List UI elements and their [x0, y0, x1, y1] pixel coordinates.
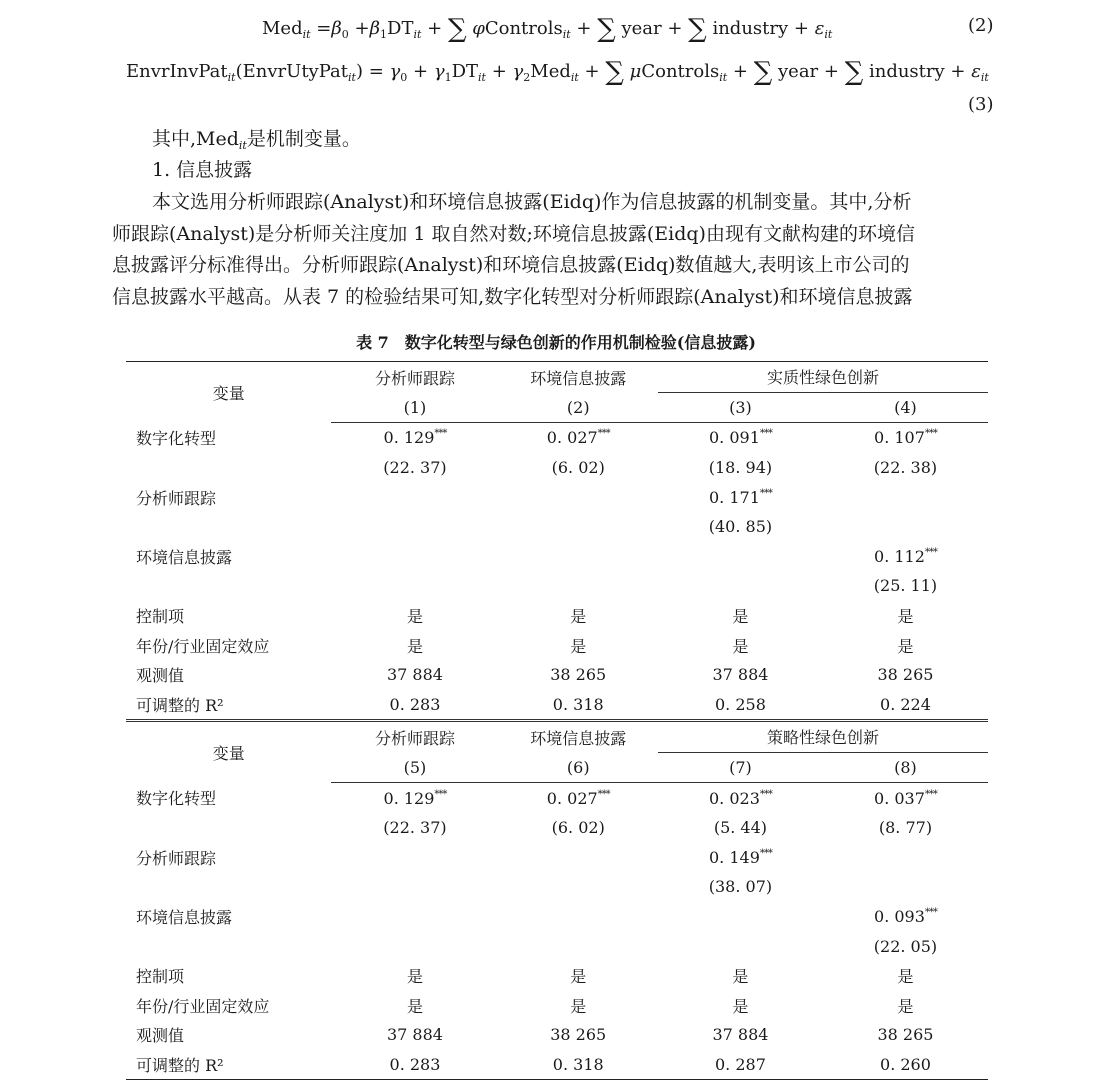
row-label [126, 453, 331, 483]
column-number: (8) [823, 752, 988, 783]
table-cell [823, 902, 988, 932]
table-cell [823, 482, 988, 512]
row-label [126, 872, 331, 902]
results-table [126, 361, 988, 1080]
table-header-row [126, 362, 988, 393]
cell-value: 38 265 [550, 665, 607, 685]
table-cell [499, 931, 658, 961]
cell-value: 38 265 [877, 1025, 934, 1045]
significance-stars: *** [759, 487, 772, 499]
table-cell [658, 902, 823, 932]
cell-value: 是 [732, 996, 749, 1016]
cell-value: 0. 112 [874, 546, 925, 566]
cell-value: 是 [406, 996, 423, 1016]
section-heading: 1. 信息披露 [152, 159, 253, 181]
table-cell [823, 601, 988, 631]
table-cell [499, 783, 658, 813]
table-cell [658, 571, 823, 601]
table-cell [331, 630, 498, 660]
cell-value: 0. 027 [546, 428, 598, 448]
equation-3: EnvrInvPat$_{it}$(EnvrUtyPat$_{it}$) = $\gamma_0 + \gamma_1DT_{it} + \gamma_2Med_{it}$ + ∑ μControls$_{it}$ + ∑ year + ∑ industry + $\varepsilon_{it}$ [126, 57, 989, 87]
table-row [126, 843, 988, 873]
table-cell [823, 1050, 988, 1080]
table-cell [499, 961, 658, 991]
table-cell [658, 931, 823, 961]
cell-value: (22. 38) [873, 458, 938, 478]
table-cell [823, 453, 988, 483]
table-cell [823, 783, 988, 813]
cell-value: 37 884 [712, 1025, 769, 1045]
cell-value: (38. 07) [708, 877, 773, 897]
row-label: 可调整的 R² [126, 690, 331, 721]
table-row [126, 961, 988, 991]
table-cell [499, 902, 658, 932]
cell-value: 0. 027 [546, 788, 598, 808]
table-cell [823, 931, 988, 961]
table-row [126, 482, 988, 512]
significance-stars: *** [924, 428, 937, 440]
table-cell [331, 902, 498, 932]
table-cell [823, 512, 988, 542]
column-number: (6) [499, 752, 658, 783]
cell-value: 37 884 [386, 665, 443, 685]
column-header: 分析师跟踪 [374, 728, 455, 748]
table-cell [658, 783, 823, 813]
column-number: (4) [823, 392, 988, 423]
column-number: (5) [331, 752, 498, 783]
table-cell [331, 512, 498, 542]
table-cell [823, 423, 988, 453]
row-label: 数字化转型 [136, 429, 217, 449]
table-cell [499, 990, 658, 1020]
table-cell [823, 872, 988, 902]
table-cell [658, 423, 823, 453]
cell-value: (22. 37) [383, 818, 447, 838]
row-label: 可调整的 R² [126, 1050, 331, 1080]
cell-value: 38 265 [550, 1025, 607, 1045]
table-row [126, 423, 988, 453]
significance-stars: *** [597, 788, 610, 800]
table-cell [823, 843, 988, 873]
column-number: (3) [658, 392, 823, 423]
table-cell [499, 813, 658, 843]
cell-value: 0. 091 [708, 428, 760, 448]
cell-value: 0. 318 [552, 1054, 604, 1074]
table-cell [658, 990, 823, 1020]
table-row [126, 1020, 988, 1050]
variable-header: 变量 [126, 362, 331, 423]
significance-stars: *** [597, 428, 610, 440]
row-label: 观测值 [136, 1026, 185, 1046]
table-cell [499, 1020, 658, 1050]
table-cell [331, 843, 498, 873]
table-row [126, 453, 988, 483]
cell-value: 是 [570, 967, 587, 987]
cell-value: (6. 02) [551, 818, 605, 838]
cell-value: (40. 85) [708, 517, 773, 537]
cell-value: (5. 44) [713, 818, 768, 838]
cell-value: 是 [897, 607, 914, 627]
cell-value: 37 884 [386, 1025, 443, 1045]
table-cell [331, 423, 498, 453]
paragraph-line: 信息披露水平越高。从表 7 的检验结果可知,数字化转型对分析师跟踪(Analyst)和环境信息披露 [112, 285, 913, 308]
cell-value: 是 [897, 967, 914, 987]
cell-value: 是 [406, 607, 423, 627]
table-cell [331, 601, 498, 631]
row-label: 年份/行业固定效应 [136, 996, 270, 1016]
row-label [126, 512, 331, 542]
table-row [126, 512, 988, 542]
cell-value: 0. 283 [389, 1054, 441, 1074]
row-label: 控制项 [136, 967, 185, 987]
table-cell [499, 1050, 658, 1080]
equation-2-rhs: $=\beta_0 +\beta_1DT_{it}$ + ∑ φControls$_{it}$ + ∑ year + ∑ industry + $\varepsilon_{it}$ [316, 14, 833, 44]
row-label: 分析师跟踪 [136, 848, 217, 868]
cell-value: 是 [570, 996, 587, 1016]
cell-value: 37 884 [712, 665, 769, 685]
table-cell [658, 1050, 823, 1080]
cell-value: (25. 11) [873, 576, 938, 596]
table-cell [823, 813, 988, 843]
table-cell [658, 482, 823, 512]
cell-value: 0. 037 [874, 788, 925, 808]
row-label: 观测值 [136, 666, 185, 686]
table-cell [499, 571, 658, 601]
table-row [126, 902, 988, 932]
table-row [126, 542, 988, 572]
table-cell [499, 601, 658, 631]
table-row [126, 690, 988, 721]
group-header: 策略性绿色创新 [658, 721, 988, 753]
cell-value: 是 [570, 636, 587, 656]
table-cell [499, 690, 658, 721]
significance-stars: *** [924, 788, 937, 800]
cell-value: 是 [732, 607, 749, 627]
significance-stars: *** [434, 428, 447, 440]
column-header: 分析师跟踪 [331, 362, 498, 393]
column-number: (2) [499, 392, 658, 423]
row-label: 年份/行业固定效应 [136, 636, 270, 656]
table-row [126, 1050, 988, 1080]
column-header: 环境信息披露 [530, 728, 627, 748]
column-number: (1) [331, 392, 498, 423]
cell-value: (22. 37) [383, 458, 447, 478]
table-cell [331, 990, 498, 1020]
table-cell [331, 1020, 498, 1050]
row-label [126, 571, 331, 601]
cell-value: 0. 171 [708, 487, 760, 507]
row-label: 控制项 [136, 607, 185, 627]
table-cell [658, 630, 823, 660]
variable-header: 变量 [212, 743, 245, 763]
equation-3-rhs: $\gamma_0 + \gamma_1DT_{it} + \gamma_2Med_{it}$ + ∑ μControls$_{it}$ + ∑ year + ∑ industry + $\varepsilon_{it}$ [389, 57, 989, 87]
cell-value: (22. 05) [873, 936, 938, 956]
table-row [126, 931, 988, 961]
table-cell [331, 542, 498, 572]
cell-value: 0. 107 [874, 428, 925, 448]
table-cell [658, 512, 823, 542]
cell-value: 0. 129 [383, 428, 435, 448]
table-cell [499, 872, 658, 902]
table-cell [331, 1050, 498, 1080]
table-cell [658, 843, 823, 873]
table-cell [823, 961, 988, 991]
cell-value: 0. 224 [880, 694, 931, 714]
cell-value: 0. 318 [552, 694, 604, 714]
table-row [126, 571, 988, 601]
table-row [126, 872, 988, 902]
table-row [126, 601, 988, 631]
equation-2-number: (2) [968, 15, 994, 36]
table-cell [499, 423, 658, 453]
table-cell [658, 872, 823, 902]
cell-value: 是 [732, 636, 749, 656]
table-cell [658, 690, 823, 721]
mechanism-note: 其中,Med$_{it}$是机制变量。 [152, 128, 361, 152]
table-cell [823, 542, 988, 572]
table-row [126, 630, 988, 660]
significance-stars: *** [434, 788, 447, 800]
cell-value: 0. 283 [389, 694, 441, 714]
table-cell [331, 931, 498, 961]
equation-3-number: (3) [968, 94, 994, 115]
equation-2: $Med_{it} =\beta_0 +\beta_1DT_{it}$ + ∑ φControls$_{it}$ + ∑ year + ∑ industry + $\varepsilon_{it}$ [262, 14, 833, 44]
body-paragraph [112, 187, 1002, 313]
table-cell [499, 630, 658, 660]
table-cell [331, 961, 498, 991]
row-label: 环境信息披露 [136, 547, 233, 567]
cell-value: 0. 093 [874, 906, 925, 926]
table-cell [823, 630, 988, 660]
cell-value: (18. 94) [708, 458, 773, 478]
significance-stars: *** [924, 906, 937, 918]
table-row [126, 990, 988, 1020]
cell-value: 是 [732, 967, 749, 987]
paragraph-line: 师跟踪(Analyst)是分析师关注度加 1 取自然对数;环境信息披露(Eidq)由现有文献构建的环境信 [112, 222, 915, 245]
significance-stars: *** [924, 546, 937, 558]
table-cell [499, 453, 658, 483]
table-header-row [126, 721, 988, 753]
table-cell [499, 512, 658, 542]
paragraph-line: 息披露评分标准得出。分析师跟踪(Analyst)和环境信息披露(Eidq)数值越大,表明该上市公司的 [112, 254, 910, 276]
cell-value: 0. 260 [880, 1054, 931, 1074]
significance-stars: *** [759, 788, 772, 800]
table-cell [658, 813, 823, 843]
table-cell [658, 961, 823, 991]
cell-value: 38 265 [877, 665, 934, 685]
cell-value: 是 [570, 607, 587, 627]
table-cell [499, 542, 658, 572]
row-label: 环境信息披露 [136, 907, 233, 927]
table-row [126, 783, 988, 813]
column-number: (7) [658, 752, 823, 783]
cell-value: 0. 023 [708, 788, 760, 808]
table-cell [823, 1020, 988, 1050]
table-cell [658, 453, 823, 483]
table-cell [658, 601, 823, 631]
cell-value: (6. 02) [551, 458, 605, 478]
table-cell [823, 660, 988, 690]
cell-value: 是 [406, 636, 423, 656]
row-label: 数字化转型 [136, 789, 217, 809]
table-row [126, 813, 988, 843]
significance-stars: *** [759, 847, 772, 859]
cell-value: (8. 77) [878, 818, 933, 838]
table-cell [499, 843, 658, 873]
table-cell [331, 690, 498, 721]
cell-value: 0. 149 [708, 847, 760, 867]
table-cell [331, 660, 498, 690]
table-cell [823, 990, 988, 1020]
paragraph-line: 本文选用分析师跟踪(Analyst)和环境信息披露(Eidq)作为信息披露的机制变量。其中,分析 [152, 191, 912, 213]
table-cell [658, 542, 823, 572]
table-cell [823, 690, 988, 721]
row-label [126, 813, 331, 843]
significance-stars: *** [759, 428, 772, 440]
table-cell [331, 813, 498, 843]
table-cell [823, 571, 988, 601]
table-cell [331, 453, 498, 483]
cell-value: 0. 258 [714, 694, 766, 714]
table-cell [658, 1020, 823, 1050]
cell-value: 是 [897, 636, 914, 656]
cell-value: 是 [897, 996, 914, 1016]
cell-value: 0. 129 [383, 788, 435, 808]
row-label: 分析师跟踪 [136, 488, 217, 508]
cell-value: 是 [406, 967, 423, 987]
table-title: 表 7 数字化转型与绿色创新的作用机制检验(信息披露) [356, 333, 756, 352]
table-cell [331, 872, 498, 902]
table-cell [499, 660, 658, 690]
table-cell [658, 660, 823, 690]
table-cell [331, 571, 498, 601]
table-row [126, 660, 988, 690]
row-label [126, 931, 331, 961]
table-cell [331, 482, 498, 512]
table-cell [331, 783, 498, 813]
column-header: 环境信息披露 [499, 362, 658, 393]
table-cell [499, 482, 658, 512]
group-header: 实质性绿色创新 [658, 362, 988, 393]
cell-value: 0. 287 [714, 1054, 766, 1074]
